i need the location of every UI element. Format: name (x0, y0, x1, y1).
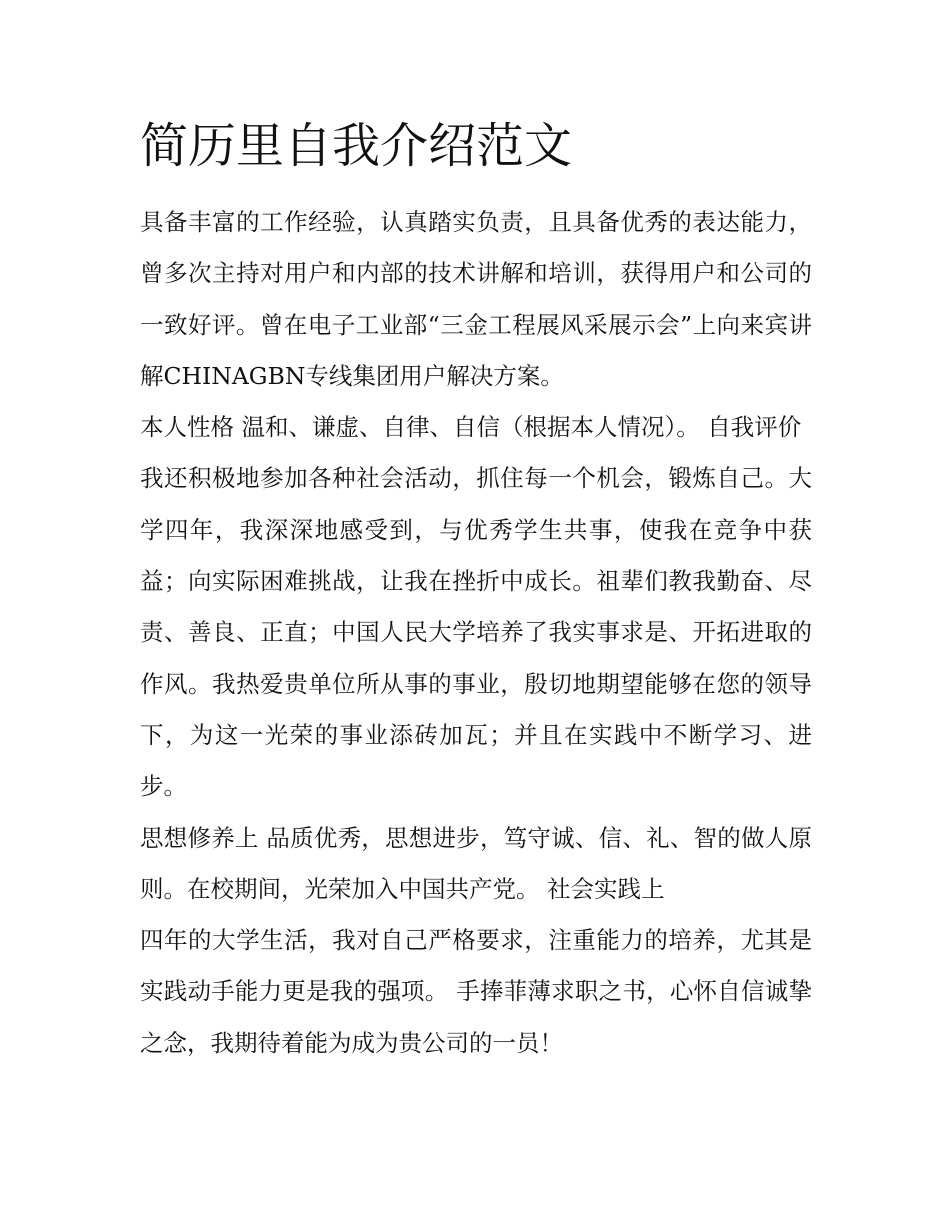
document-body (140, 197, 812, 1069)
paragraph-practice: 四年的大学生活，我对自己严格要求，注重能力的培养，尤其是实践动手能力更是我的强项。 手捧菲薄求职之书，心怀自信诚挚之念，我期待着能为成为贵公司的一员！ (140, 926, 812, 1057)
paragraph-experience: 具备丰富的工作经验，认真踏实负责，且具备优秀的表达能力，曾多次主持对用户和内部的技术讲解和培训，获得用户和公司的一致好评。曾在电子工业部“三金工程展风采展示会”上向来宾讲解CHINAGBN专线集团用户解决方案。 (140, 208, 812, 390)
document-title: 简历里自我介绍范文 (140, 118, 573, 174)
paragraph-activities: 我还积极地参加各种社会活动，抓住每一个机会，锻炼自己。大学四年，我深深地感受到，与优秀学生共事，使我在竞争中获益；向实际困难挑战，让我在挫折中成长。祖辈们教我勤奋、尽责、善良、正直；中国人民大学培养了我实事求是、开拓进取的作风。我热爱贵单位所从事的事业，殷切地期望能够在您的领导下，为这一光荣的事业添砖加瓦；并且在实践中不断学习、进步。 (140, 464, 812, 801)
paragraph-ideology: 思想修养上 品质优秀，思想进步，笃守诚、信、礼、智的做人原则。在校期间，光荣加入中国共产党。 社会实践上 (140, 823, 812, 903)
paragraph-personality: 本人性格 温和、谦虚、自律、自信（根据本人情况）。 自我评价 (140, 413, 802, 442)
